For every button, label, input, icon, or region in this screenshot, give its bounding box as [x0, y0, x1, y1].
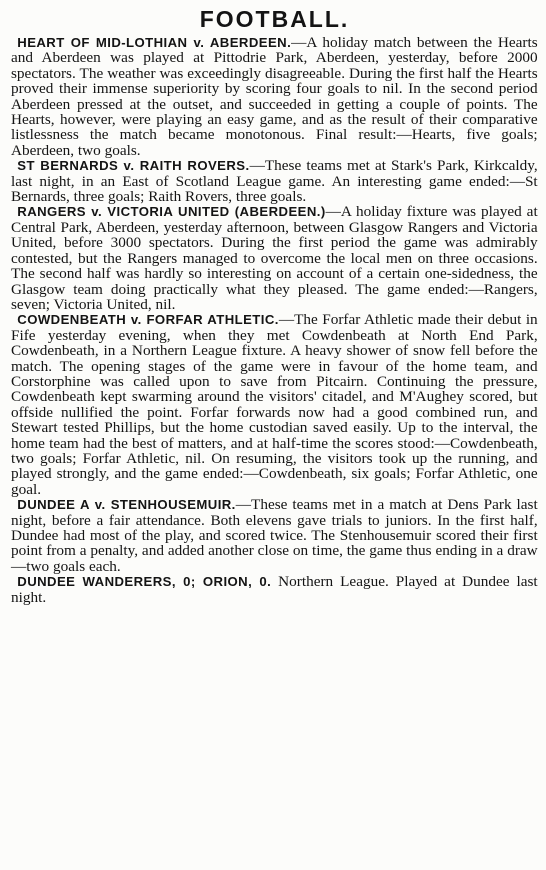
article-heading: ST BERNARDS v. RAITH ROVERS. [17, 159, 250, 174]
article-heading: DUNDEE A v. STENHOUSEMUIR. [17, 498, 236, 513]
article-heading: DUNDEE WANDERERS, 0; ORION, 0. [17, 575, 272, 590]
article-body: —The Forfar Athletic made their debut in Fife yesterday evening, when they met Cowdenbeath at North End Park, Cowdenbeath, in a Northern League fixture. A heavy shower of snow fell before the match. The opening stages of the game were in favour of the home team, and Corstorphine was called upon to save from Pitcairn. Continuing the pressure, Cowdenbeath kept swarming around the visitors' citadel, and M'Aughey scored, but offside nullified the point. Forfar forwards now had a good combined run, and Stewart tested Phillips, but the home custodian saved easily. Up to the interval, the home team had the best of matters, and at half-time the scores stood:—Cowdenbeath, two goals; Forfar Athletic, nil. On resuming, the visitors took up the running, and played strongly, and the game ended:—Cowdenbeath, six goals; Forfar Athletic, one goal. [11, 312, 538, 498]
article-body: —These teams met in a match at Dens Park last night, before a fair attendance. Both elevens gave trials to juniors. In the first half, Dundee had most of the play, and scored twice. The Stenhousemuir scored their first point from a penalty, and added another close on time, the game thus ending in a draw—two goals each. [11, 497, 538, 575]
article-heading: HEART OF MID-LOTHIAN v. ABERDEEN. [17, 36, 292, 50]
article-hearts-aberdeen [11, 36, 538, 159]
article-body: Northern League. Played at Dundee last night. [11, 574, 538, 606]
article-cowdenbeath-forfar [11, 313, 538, 498]
article-wanderers-orion [11, 575, 538, 606]
article-rangers-victoria [11, 205, 538, 313]
section-title: FOOTBALL. [199, 6, 350, 32]
article-dundee-a-stenhousemuir [11, 498, 538, 575]
article-body: —A holiday match between the Hearts and Aberdeen was played at Pittodrie Park, Aberdeen, yesterday, before 2000 spectators. The weather was exceedingly disagreeable. During the first half the Hearts proved their immense superiority by scoring four goals to nil. In the second period Aberdeen pressed at the outset, and succeeded in getting a couple of points. The Hearts, however, were playing an easy game, and as the result of their comparative listlessness the match became monotonous. Final result:—Hearts, five goals; Aberdeen, two goals. [11, 35, 538, 159]
article-body: —A holiday fixture was played at Central Park, Aberdeen, yesterday afternoon, between Glasgow Rangers and Victoria United, before 3000 spectators. During the first period the game was admirably contested, but the Rangers managed to overcome the local men on three occasions. The second half was hardly so interesting on account of a certain one-sidedness, the Glasgow team doing practically what they pleased. The game ended:—Rangers, seven; Victoria United, nil. [11, 204, 538, 313]
article-body: —These teams met at Stark's Park, Kirkcaldy, last night, in an East of Scotland League game. An interesting game ended:—St Bernards, three goals; Raith Rovers, three goals. [11, 158, 538, 206]
article-heading: COWDENBEATH v. FORFAR ATHLETIC. [17, 313, 279, 328]
article-st-bernards-raith [11, 159, 538, 205]
article-heading: RANGERS v. VICTORIA UNITED (ABERDEEN.) [17, 205, 326, 220]
